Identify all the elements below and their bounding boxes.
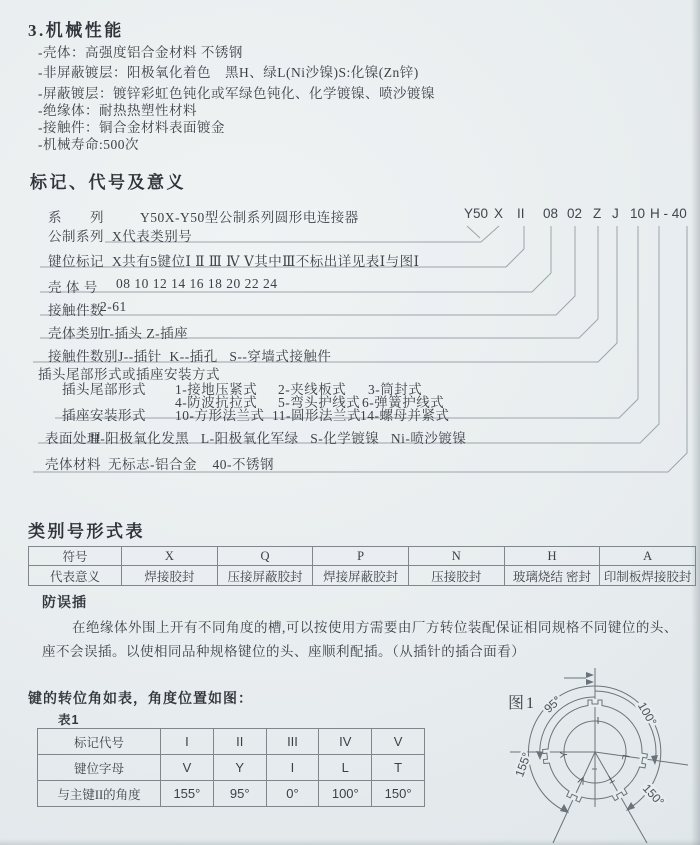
cell: 150° <box>372 781 425 807</box>
mount-item: 14-螺母并紧式 <box>360 408 450 423</box>
tail-block-title: 插头尾部形式或插座安装方式 <box>38 367 220 382</box>
meaning-cell: 印制板焊接胶封 <box>600 566 696 586</box>
category-header-row <box>29 547 696 566</box>
row-keying-label: 键位标记 <box>48 254 104 269</box>
marking-section-title: 标记、代号及意义 <box>30 173 186 192</box>
row-metric-label: 公制系列 <box>48 229 104 244</box>
mount-row-label: 插座安装形式 <box>62 408 146 423</box>
key-rotation-table <box>37 728 425 807</box>
surface-row-text: H-阳极氧化发黑 L-阳极氧化军绿 S-化学镀镍 Ni-喷沙镀镍 <box>90 431 467 446</box>
tail-item: 4-防波抗拉式 <box>175 395 258 410</box>
code-contacts: 02 <box>567 206 583 221</box>
mech-spec-line: -屏蔽镀层：镀锌彩虹色钝化或军绿色钝化、化学镀镍、喷沙镀镍 <box>38 86 435 101</box>
row-contacts-label: 接触件数 <box>48 303 104 318</box>
key-letter-right: L <box>619 753 631 761</box>
tail-row-label: 插头尾部形式 <box>62 382 146 397</box>
row-series-label: 系 列 <box>48 210 104 225</box>
dim-95: 95° <box>541 693 565 716</box>
key-letter-left: Y <box>558 750 571 759</box>
tail-item: 3-筒封式 <box>368 382 423 397</box>
code-contact-type: J <box>612 206 619 221</box>
code-finish-material: H - 40 <box>650 206 687 221</box>
key-code-row <box>38 729 425 755</box>
mech-spec-line: -非屏蔽镀层：阳极氧化着色 黑H、绿L(Ni沙镍)S:化镍(Zn锌) <box>38 65 419 80</box>
meaning-cell: 玻璃烧结 密封 <box>504 566 600 586</box>
key-table-label: 表1 <box>58 713 80 727</box>
material-row-text: 无标志-铝合金 40-不锈钢 <box>108 457 274 472</box>
tail-item: 6-弹簧护线式 <box>362 395 445 410</box>
code-series: Y50 <box>464 206 489 221</box>
cell: II <box>213 729 266 755</box>
tail-item: 1-接地压紧式 <box>175 382 258 397</box>
header-cell: A <box>600 547 696 566</box>
code-mounting: 10 <box>630 206 646 221</box>
dim-155: 155° <box>512 750 534 779</box>
row-label: 标记代号 <box>38 729 161 755</box>
key-letter-top: I <box>596 716 600 727</box>
mech-section-title: 3.机械性能 <box>28 21 124 40</box>
anti-misinsert-title: 防误插 <box>42 594 87 610</box>
row-shelltype-label: 壳体类别 <box>48 326 104 341</box>
cell: 100° <box>319 781 372 807</box>
cell: IV <box>319 729 372 755</box>
anti-misinsert-line: 座不会误插。以使相同品种规格键位的头、座顺利配插。（从插针的插合面看） <box>42 644 526 659</box>
mech-spec-line: -机械寿命:500次 <box>38 137 139 152</box>
mech-spec-line: -壳体：高强度铝合金材料 不锈钢 <box>38 45 243 60</box>
code-shell-no: 08 <box>543 206 559 221</box>
meaning-cell: 压接胶封 <box>408 566 504 586</box>
material-row-label: 壳体材料 <box>45 457 101 472</box>
row-keying-text: X共有5键位Ⅰ Ⅱ Ⅲ Ⅳ Ⅴ其中Ⅲ不标出详见表Ⅰ与图Ⅰ <box>112 254 420 269</box>
row-shelltype-text: T-插头 Z-插座 <box>102 326 189 341</box>
cell: L <box>319 755 372 781</box>
row-label: 与主键II的角度 <box>38 781 161 807</box>
cell: 95° <box>213 781 266 807</box>
code-shell-type: Z <box>593 206 602 221</box>
surface-row-label: 表面处理 <box>45 431 101 446</box>
meaning-cell: 焊接屏蔽胶封 <box>313 566 409 586</box>
mech-spec-line: -绝缘体：耐热热塑性材料 <box>38 103 197 118</box>
tail-item: 2-夹线板式 <box>278 382 347 397</box>
anti-misinsert-line: 在绝缘体外围上开有不同角度的槽,可以按使用方需要由厂方转位装配保证相同规格不同键位的头、 <box>72 620 678 635</box>
key-letter-bottom-left: V <box>576 773 588 787</box>
category-table-title: 类别号形式表 <box>28 522 145 541</box>
row-series-text: Y50X-Y50型公制系列圆形电连接器 <box>140 210 359 225</box>
header-cell: N <box>408 547 504 566</box>
row-contacttype-label: 接触件数别 <box>48 349 118 364</box>
cell: Y <box>213 755 266 781</box>
code-category: X <box>494 206 504 221</box>
code-keying: II <box>517 206 525 221</box>
dim-150: 150° <box>639 781 667 809</box>
key-letter-bottom-right: T <box>604 772 616 785</box>
cell: I <box>266 755 319 781</box>
cell: V <box>372 729 425 755</box>
mech-spec-line: -接触件：铜合金材料表面镀金 <box>38 120 225 135</box>
row-shellno-label: 壳 体 号 <box>48 280 98 295</box>
mount-item: 10-方形法兰式 <box>175 408 265 423</box>
keying-diagram <box>502 662 697 845</box>
keyway-left <box>542 747 571 763</box>
meaning-cell: 代表意义 <box>29 566 122 586</box>
mount-item: 11-圆形法兰式 <box>272 408 361 423</box>
row-shellno-text: 08 10 12 14 16 18 20 22 24 <box>116 276 278 291</box>
header-cell: 符号 <box>29 547 122 566</box>
cell: V <box>161 755 214 781</box>
row-label: 键位字母 <box>38 755 161 781</box>
key-letter-row <box>38 755 425 781</box>
category-meaning-row <box>29 566 696 586</box>
key-angle-row <box>38 781 425 807</box>
cell: 155° <box>161 781 214 807</box>
cell: 0° <box>266 781 319 807</box>
header-cell: X <box>122 547 218 566</box>
dim-100: 100° <box>634 699 660 729</box>
row-contacts-text: 2-61 <box>100 299 127 314</box>
cell: III <box>266 729 319 755</box>
cell: T <box>372 755 425 781</box>
category-table <box>28 546 696 586</box>
header-cell: Q <box>217 547 313 566</box>
cell: I <box>161 729 214 755</box>
header-cell: P <box>313 547 409 566</box>
tail-item: 5-弯头护线式 <box>278 395 361 410</box>
row-metric-text: X代表类别号 <box>112 229 193 244</box>
header-cell: H <box>504 547 600 566</box>
row-contacttype-text: J--插针 K--插孔 S--穿墙式接触件 <box>118 349 332 364</box>
meaning-cell: 压接屏蔽胶封 <box>217 566 313 586</box>
meaning-cell: 焊接胶封 <box>122 566 218 586</box>
key-rotation-lead: 键的转位角如表，角度位置如图： <box>28 690 253 706</box>
figure-label: 图1 <box>508 695 537 712</box>
